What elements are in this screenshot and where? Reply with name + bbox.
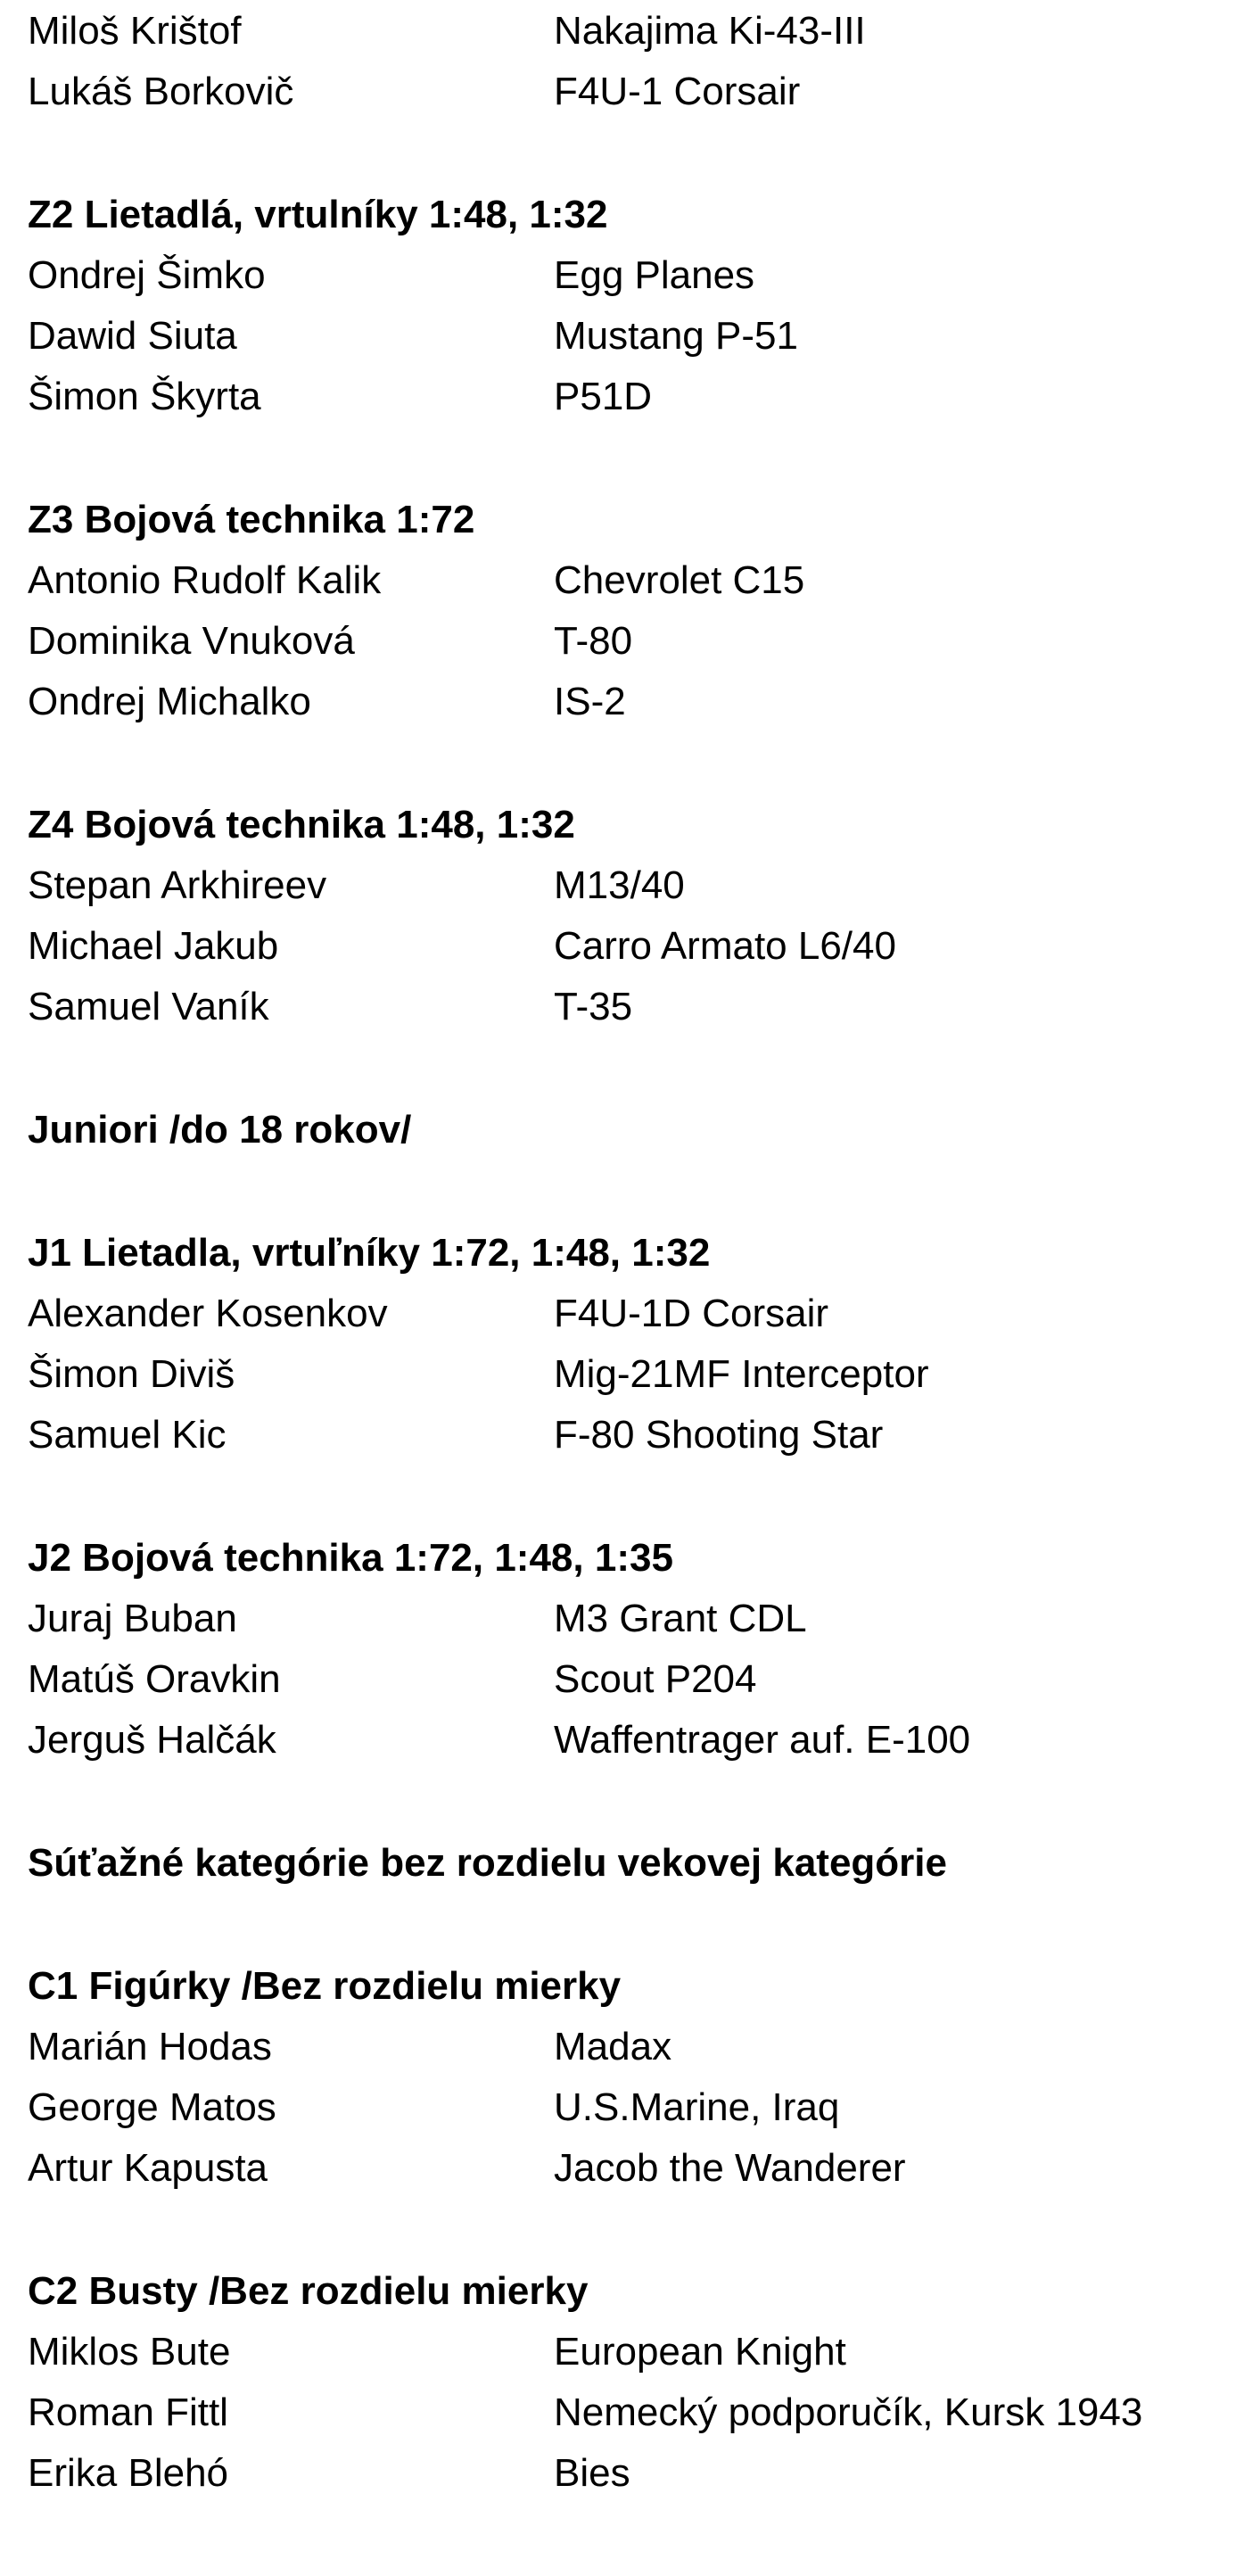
competitor-name: Alexander Kosenkov xyxy=(28,1292,388,1335)
competitor-name: Samuel Vaník xyxy=(28,985,269,1028)
result-row xyxy=(28,862,1223,910)
competitor-name: Lukáš Borkovič xyxy=(28,70,294,113)
competitor-name: Ondrej Michalko xyxy=(28,680,311,723)
category-heading: Z3 Bojová technika 1:72 xyxy=(28,498,475,541)
model-name: Nemecký podporučík, Kursk 1943 xyxy=(554,2390,1143,2434)
competitor-name: Artur Kapusta xyxy=(28,2146,268,2190)
category-heading: C2 Busty /Bez rozdielu mierky xyxy=(28,2269,589,2313)
competitor-name: Jerguš Halčák xyxy=(28,1718,276,1762)
model-name: T-35 xyxy=(554,985,633,1028)
competitor-name: Erika Blehó xyxy=(28,2451,229,2495)
result-row xyxy=(28,2084,1223,2132)
result-row xyxy=(28,1655,1223,1704)
competitor-name: Dawid Siuta xyxy=(28,314,237,358)
competitor-name: Samuel Kic xyxy=(28,1413,227,1457)
competitor-name: Juraj Buban xyxy=(28,1597,237,1640)
competitor-name: Roman Fittl xyxy=(28,2390,228,2434)
result-row xyxy=(28,2449,1223,2498)
model-name: Mustang P-51 xyxy=(554,314,798,358)
model-name: M13/40 xyxy=(554,863,685,907)
competitor-name: Stepan Arkhireev xyxy=(28,863,327,907)
result-row xyxy=(28,617,1223,665)
result-row xyxy=(28,678,1223,726)
model-name: Nakajima Ki-43-III xyxy=(554,9,866,53)
competitor-name: Ondrej Šimko xyxy=(28,253,266,297)
competitor-name: Dominika Vnuková xyxy=(28,619,355,663)
result-row xyxy=(28,1290,1223,1338)
model-name: T-80 xyxy=(554,619,633,663)
model-name: M3 Grant CDL xyxy=(554,1597,807,1640)
model-name: Scout P204 xyxy=(554,1657,757,1701)
model-name: IS-2 xyxy=(554,680,626,723)
competitor-name: Antonio Rudolf Kalik xyxy=(28,558,382,602)
category-heading: Z4 Bojová technika 1:48, 1:32 xyxy=(28,803,575,846)
result-row xyxy=(28,312,1223,360)
model-name: F4U-1D Corsair xyxy=(554,1292,829,1335)
model-name: Jacob the Wanderer xyxy=(554,2146,906,2190)
competitor-name: Marián Hodas xyxy=(28,2025,272,2068)
result-row xyxy=(28,2328,1223,2376)
model-name: Madax xyxy=(554,2025,672,2068)
model-name: Chevrolet C15 xyxy=(554,558,805,602)
competitor-name: Miloš Krištof xyxy=(28,9,242,53)
model-name: F4U-1 Corsair xyxy=(554,70,801,113)
group-heading-open: Súťažné kategórie bez rozdielu vekovej kategórie xyxy=(28,1841,947,1885)
model-name: F-80 Shooting Star xyxy=(554,1413,884,1457)
competitor-name: Matúš Oravkin xyxy=(28,1657,281,1701)
result-row xyxy=(28,252,1223,300)
competitor-name: George Matos xyxy=(28,2085,276,2129)
model-name: European Knight xyxy=(554,2330,846,2374)
result-row xyxy=(28,373,1223,421)
model-name: Waffentrager auf. E-100 xyxy=(554,1718,971,1762)
model-name: Egg Planes xyxy=(554,253,755,297)
result-row xyxy=(28,2144,1223,2192)
result-row xyxy=(28,557,1223,605)
category-heading: J1 Lietadla, vrtuľníky 1:72, 1:48, 1:32 xyxy=(28,1231,711,1275)
category-heading: C1 Figúrky /Bez rozdielu mierky xyxy=(28,1964,622,2008)
result-row xyxy=(28,1350,1223,1399)
model-name: Carro Armato L6/40 xyxy=(554,924,896,968)
competitor-name: Šimon Škyrta xyxy=(28,375,261,418)
category-heading: J2 Bojová technika 1:72, 1:48, 1:35 xyxy=(28,1536,673,1580)
model-name: U.S.Marine, Iraq xyxy=(554,2085,840,2129)
result-row xyxy=(28,1411,1223,1459)
result-row xyxy=(28,2023,1223,2071)
model-name: Mig-21MF Interceptor xyxy=(554,1352,929,1396)
result-row xyxy=(28,2389,1223,2437)
model-name: Bies xyxy=(554,2451,630,2495)
competitor-name: Miklos Bute xyxy=(28,2330,231,2374)
result-row xyxy=(28,7,1223,55)
result-row xyxy=(28,983,1223,1031)
group-heading-juniors: Juniori /do 18 rokov/ xyxy=(28,1108,412,1152)
result-row xyxy=(28,1716,1223,1764)
category-heading: Z2 Lietadlá, vrtulníky 1:48, 1:32 xyxy=(28,193,608,236)
model-name: P51D xyxy=(554,375,653,418)
result-row xyxy=(28,68,1223,116)
competitor-name: Šimon Diviš xyxy=(28,1352,235,1396)
competitor-name: Michael Jakub xyxy=(28,924,279,968)
result-row xyxy=(28,922,1223,970)
result-row xyxy=(28,1595,1223,1643)
